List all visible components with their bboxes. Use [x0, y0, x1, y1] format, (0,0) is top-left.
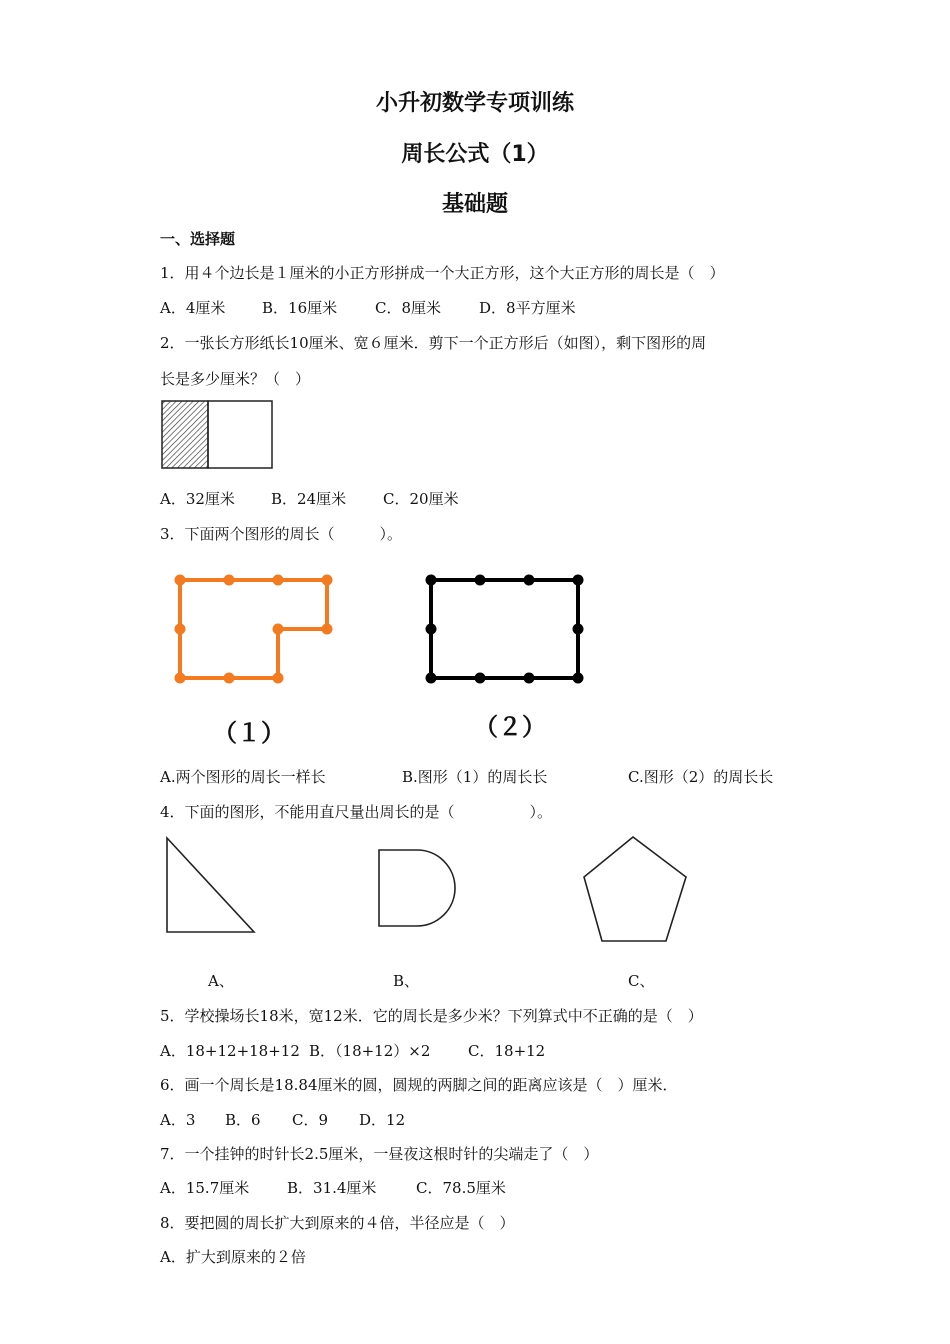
question-2-stem-line2: 长是多少厘米？（ ）	[160, 370, 311, 388]
q1-option-d: D．8平方厘米	[479, 299, 576, 317]
question-5-stem: 5．学校操场长18米，宽12米．它的周长是多少米？下列算式中不正确的是（ ）	[160, 1007, 703, 1025]
question-1-stem: 1．用４个边长是１厘米的小正方形拼成一个大正方形，这个大正方形的周长是（ ）	[160, 264, 725, 282]
q7-option-a: A．15.7厘米	[160, 1179, 250, 1197]
q4-label-a: A、	[208, 972, 234, 990]
q6-option-b: B．6	[225, 1111, 261, 1129]
difficulty-level: 基础题	[441, 192, 508, 217]
question-8-stem: 8．要把圆的周长扩大到原来的４倍，半径应是（ ）	[160, 1214, 515, 1232]
q2-option-a: A．32厘米	[160, 490, 235, 508]
q7-option-b: B．31.4厘米	[287, 1179, 377, 1197]
q5-option-a: A．18+12+18+12	[160, 1042, 300, 1060]
q3-figure-2-label: （２）	[474, 713, 546, 741]
q3-option-a: A.两个图形的周长一样长	[160, 768, 326, 786]
q7-option-c: C．78.5厘米	[416, 1179, 506, 1197]
q6-option-a: A．3	[160, 1111, 196, 1129]
question-4-stem: 4．下面的图形，不能用直尺量出周长的是（ ）。	[160, 803, 553, 821]
q4-label-b: B、	[393, 972, 420, 990]
q2-option-b: B．24厘米	[271, 490, 347, 508]
d-shape	[379, 850, 455, 926]
question-7-stem: 7．一个挂钟的时针长2.5厘米，一昼夜这根时针的尖端走了（ ）	[160, 1145, 599, 1163]
q2-option-c: C．20厘米	[383, 490, 459, 508]
question-3-stem: 3．下面两个图形的周长（ ）。	[160, 525, 403, 543]
q8-option-a: A．扩大到原来的２倍	[160, 1248, 306, 1266]
q5-option-b: B．（18+12）×2	[309, 1042, 431, 1060]
q3-option-b: B.图形（1）的周长长	[402, 768, 548, 786]
page-subtitle: 周长公式（1）	[401, 142, 549, 167]
q3-option-c: C.图形（2）的周长长	[628, 768, 774, 786]
q5-option-c: C．18+12	[468, 1042, 546, 1060]
section-heading: 一、选择题	[160, 230, 236, 248]
q1-option-a: A．4厘米	[160, 299, 226, 317]
pentagon-shape	[584, 837, 686, 941]
question-6-stem: 6．画一个周长是18.84厘米的圆，圆规的两脚之间的距离应该是（ ）厘米．	[160, 1076, 678, 1094]
question-2-stem-line1: 2．一张长方形纸长10厘米、宽６厘米．剪下一个正方形后（如图），剩下图形的周	[160, 334, 707, 352]
q1-option-c: C．8厘米	[375, 299, 442, 317]
page-title: 小升初数学专项训练	[375, 91, 574, 116]
q6-option-d: D．12	[359, 1111, 406, 1129]
q1-option-b: B．16厘米	[262, 299, 338, 317]
q3-figure-1-label: （１）	[213, 719, 285, 747]
q6-option-c: C．9	[292, 1111, 329, 1129]
right-triangle-shape	[167, 838, 254, 932]
q4-label-c: C、	[628, 972, 655, 990]
